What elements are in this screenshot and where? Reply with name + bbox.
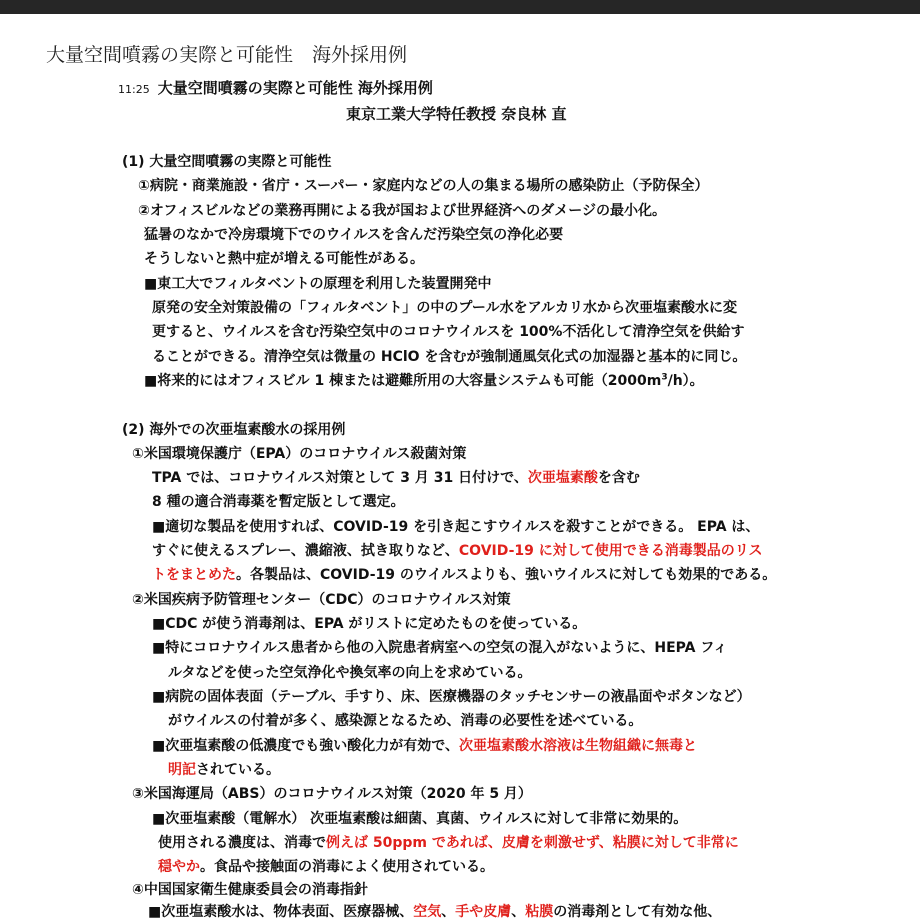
- china-heading: ④中国国家衛生健康委員会の消毒指針: [132, 882, 368, 898]
- section-1-future-text: ■将来的にはオフィスビル 1 棟または避難所用の大容量システムも可能（2000m: [144, 373, 662, 389]
- cdc-line-1: ■CDC が使う消毒剤は、EPA がリストに定めたものを使っている。: [152, 616, 587, 632]
- china-line-1: [148, 902, 721, 922]
- superscript: 3: [661, 372, 668, 383]
- epa-line-5-highlight: トをまとめた: [152, 567, 236, 583]
- section-1-dev-line-1: 原発の安全対策設備の「フィルタベント」の中のプール水をアルカリ水から次亜塩素酸水に変: [152, 300, 738, 316]
- page-title: 大量空間噴霧の実際と可能性 海外採用例: [46, 44, 408, 66]
- section-1-item-1: ①病院・商業施設・省庁・スーパー・家庭内などの人の集まる場所の感染防止（予防保全）: [138, 178, 709, 194]
- china-line-1-sep-2: 、: [511, 904, 526, 920]
- epa-line-3: ■適切な製品を使用すれば、COVID-19 を引き起こすウイルスを殺すことができる。 EPA は、: [152, 519, 760, 535]
- abs-heading: ③米国海運局（ABS）のコロナウイルス対策（2020 年 5 月）: [132, 786, 532, 802]
- epa-line-1: [152, 468, 640, 488]
- cdc-line-7-b: されている。: [196, 762, 280, 778]
- epa-line-5-b: 。各製品は、COVID-19 のウイルスよりも、強いウイルスに対しても効果的である。: [236, 567, 777, 583]
- cdc-heading: ②米国疾病予防管理センター（CDC）のコロナウイルス対策: [132, 592, 511, 608]
- cdc-line-7: [168, 760, 280, 780]
- abs-line-2: [158, 833, 739, 853]
- epa-line-2: 8 種の適合消毒薬を暫定版として選定。: [152, 494, 405, 510]
- abs-line-1: ■次亜塩素酸（電解水） 次亜塩素酸は細菌、真菌、ウイルスに対して非常に効果的。: [152, 811, 688, 827]
- section-1-dev-line-3: ることができる。清浄空気は微量の HClO を含むが強制通風気化式の加湿器と基本的に同じ。: [152, 349, 747, 365]
- section-1-item-2-line-2: 猛暑のなかで冷房環境下でのウイルスを含んだ汚染空気の浄化必要: [144, 227, 564, 243]
- section-1-dev-bullet: ■東工大でフィルタベントの原理を利用した装置開発中: [144, 276, 492, 292]
- epa-line-1-highlight: 次亜塩素酸: [527, 470, 598, 486]
- section-1-heading: (1) 大量空間噴霧の実際と可能性: [122, 154, 332, 170]
- section-1-future-unit: /h）。: [667, 373, 704, 389]
- china-line-1-a: ■次亜塩素酸水は、物体表面、医療器械、: [148, 904, 414, 920]
- abs-line-2-highlight: 例えば 50ppm であれば、皮膚を刺激せず、粘膜に対して非常に: [326, 835, 739, 851]
- section-1-item-2: ②オフィスビルなどの業務再開による我が国および世界経済へのダメージの最小化。: [138, 203, 667, 219]
- china-line-1-highlight-mucosa: 粘膜: [525, 904, 554, 920]
- epa-line-1-b: を含む: [597, 470, 640, 486]
- cdc-line-2: ■特にコロナウイルス患者から他の入院患者病室への空気の混入がないように、HEPA フィ: [152, 640, 728, 656]
- epa-line-5: [152, 565, 776, 585]
- china-line-1-highlight-air: 空気: [413, 904, 442, 920]
- cdc-line-6: [152, 736, 697, 756]
- china-line-1-b: の消毒剤として有効な他、: [553, 904, 722, 920]
- epa-heading: ①米国環境保護庁（EPA）のコロナウイルス殺菌対策: [132, 446, 467, 462]
- doc-title-line: [118, 78, 433, 100]
- epa-line-1-a: TPA では、コロナウイルス対策として 3 月 31 日付けで、: [152, 470, 528, 486]
- abs-line-3-highlight: 穏やか: [158, 859, 200, 875]
- cdc-line-6-a: ■次亜塩素酸の低濃度でも強い酸化力が有効で、: [152, 738, 459, 754]
- epa-line-4-highlight: COVID-19 に対して使用できる消毒製品のリス: [458, 543, 763, 559]
- china-line-1-sep-1: 、: [441, 904, 456, 920]
- china-line-1-highlight-skin: 手や皮膚: [455, 904, 512, 920]
- abs-line-3: [158, 857, 494, 877]
- doc-title: 大量空間噴霧の実際と可能性 海外採用例: [157, 79, 433, 97]
- doc-time: 11:25: [118, 83, 150, 96]
- section-2-heading: (2) 海外での次亜塩素酸水の採用例: [122, 422, 346, 438]
- section-1-item-2-line-3: そうしないと熱中症が増える可能性がある。: [144, 251, 424, 267]
- cdc-line-4: ■病院の固体表面（テーブル、手すり、床、医療機器のタッチセンサーの液晶面やボタンなど）: [152, 689, 751, 705]
- epa-line-4: [152, 541, 763, 561]
- doc-author: 東京工業大学特任教授 奈良林 直: [346, 105, 567, 123]
- cdc-line-7-highlight: 明記: [168, 762, 196, 778]
- section-1-dev-line-2: 更すると、ウイルスを含む汚染空気中のコロナウイルスを 100%不活化して清浄空気を供給す: [152, 324, 745, 340]
- section-1-future: [144, 371, 704, 391]
- abs-line-3-b: 。食品や接触面の消毒によく使用されている。: [200, 859, 494, 875]
- cdc-line-6-highlight: 次亜塩素酸水溶液は生物組織に無毒と: [458, 738, 697, 754]
- cdc-line-3: ルタなどを使った空気浄化や換気率の向上を求めている。: [168, 665, 532, 681]
- epa-line-4-a: すぐに使えるスプレー、濃縮液、拭き取りなど、: [152, 543, 459, 559]
- cdc-line-5: がウイルスの付着が多く、感染源となるため、消毒の必要性を述べている。: [168, 713, 643, 729]
- abs-line-2-a: 使用される濃度は、消毒で: [158, 835, 326, 851]
